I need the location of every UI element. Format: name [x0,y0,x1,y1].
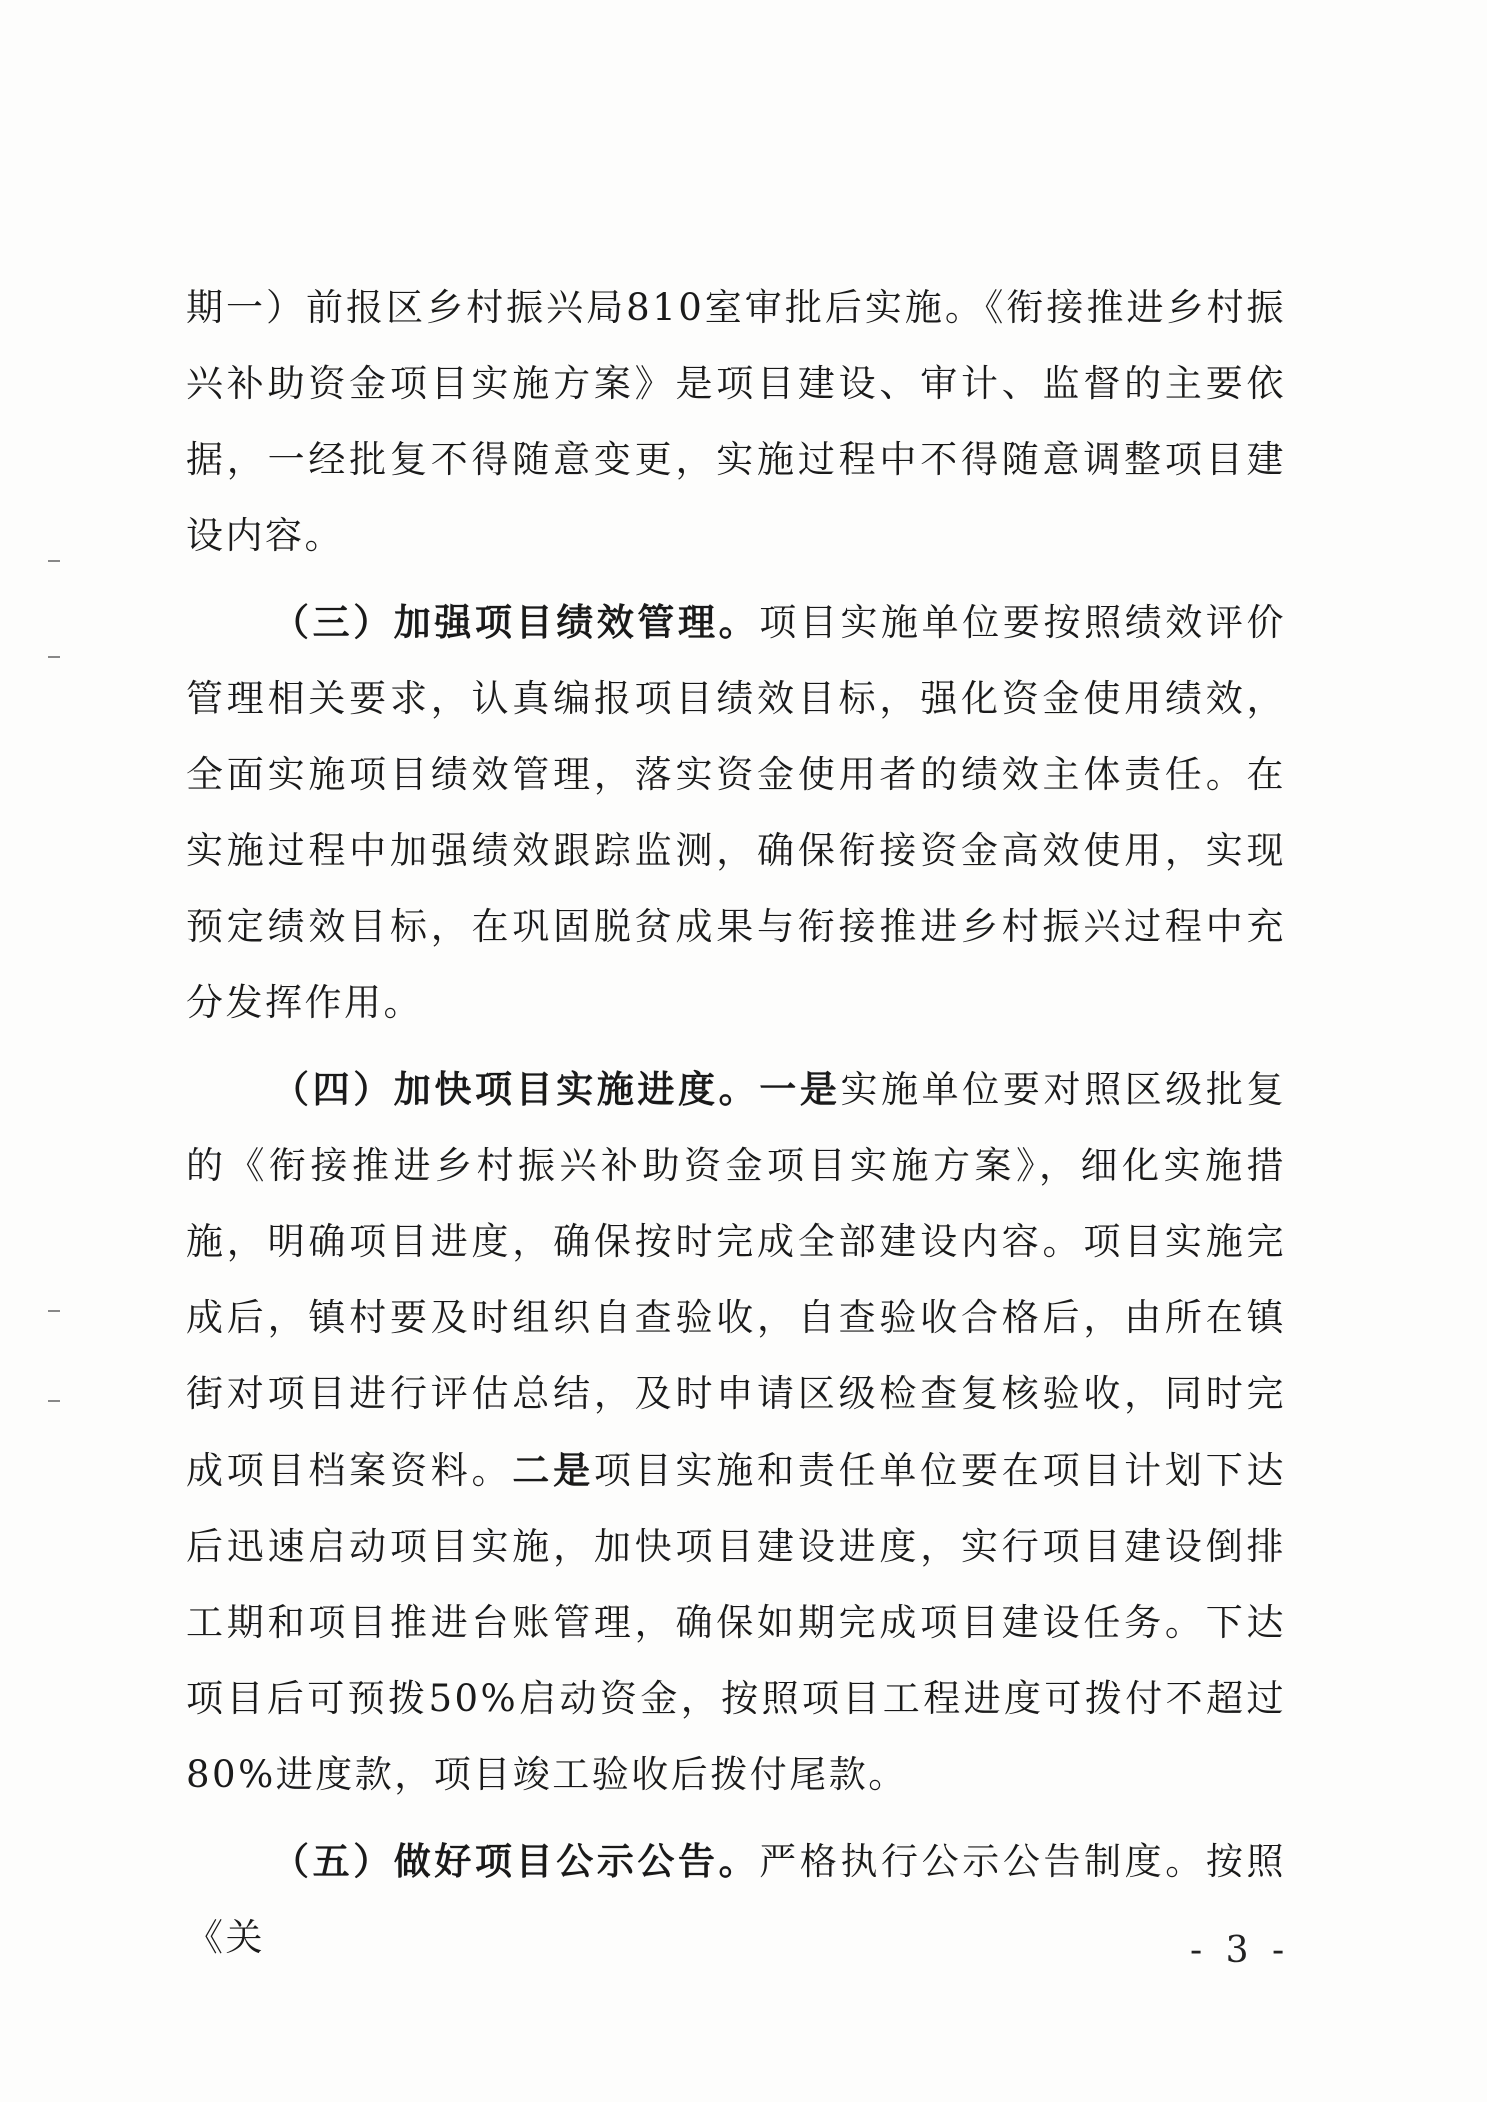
paragraph-performance-management [186,584,1286,1041]
paragraph-public-notice [186,1823,1286,1976]
scan-mark [48,656,60,658]
section-heading: （四）加快项目实施进度。 [272,1067,760,1111]
paragraph-text: 项目实施单位要按照绩效评价管理相关要求，认真编报项目绩效目标，强化资金使用绩效，全面实施项目绩效管理，落实资金使用者的绩效主体责任。在实施过程中加强绩效跟踪监测，确保衔接资金高效使用，实现预定绩效目标，在巩固脱贫成果与衔接推进乡村振兴过程中充分发挥作用。 [186,601,1286,1024]
section-heading: （三）加强项目绩效管理。 [272,600,760,644]
scan-mark [48,1400,60,1402]
paragraph-text: 实施单位要对照区级批复的《衔接推进乡村振兴补助资金项目实施方案》，细化实施措施，明确项目进度，确保按时完成全部建设内容。项目实施完成后，镇村要及时组织自查验收，自查验收合格后，由所在镇街对项目进行评估总结，及时申请区级检查复核验收，同时完成项目档案资料。 [186,1068,1287,1492]
scan-mark [48,560,60,562]
paragraph-text: 严格执行公示公告制度。按照《关 [186,1840,1286,1959]
paragraph-implementation-progress [186,1051,1286,1813]
paragraph-continuation [186,270,1286,574]
paragraph-text: 期一）前报区乡村振兴局810室审批后实施。《衔接推进乡村振兴补助资金项目实施方案》是项目建设、审计、监督的主要依据，一经批复不得随意变更，实施过程中不得随意调整项目建设内容。 [186,286,1286,557]
paragraph-text: 项目实施和责任单位要在项目计划下达后迅速启动项目实施，加快项目建设进度，实行项目建设倒排工期和项目推进台账管理，确保如期完成项目建设任务。下达项目后可预拨50%启动资金，按照项目工程进度可拨付不超过80%进度款，项目竣工验收后拨付尾款。 [186,1449,1287,1796]
scan-mark [48,1310,60,1312]
page-number: - 3 - [1190,1930,1291,1971]
document-body [186,270,1286,1986]
section-heading: （五）做好项目公示公告。 [272,1839,760,1883]
emphasis-first: 一是 [759,1067,841,1111]
emphasis-second: 二是 [512,1448,594,1492]
